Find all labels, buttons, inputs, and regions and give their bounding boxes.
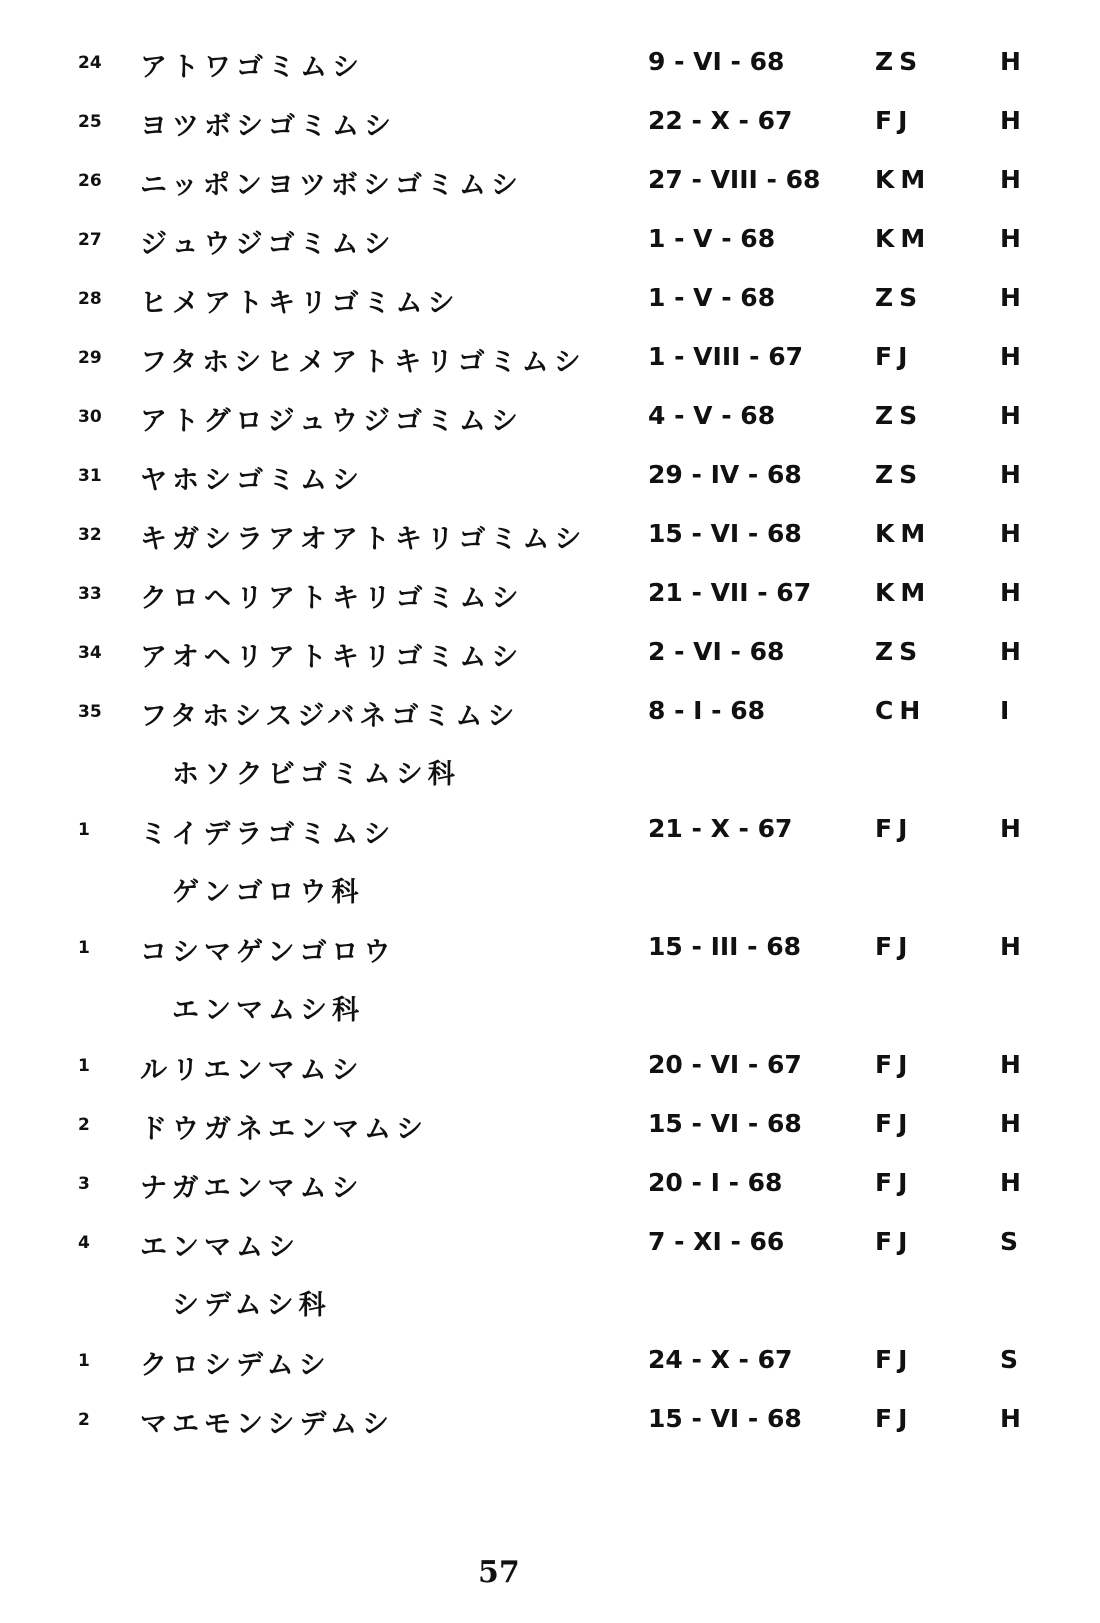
collection-date: 20 - VI - 67 (648, 1050, 802, 1079)
entry-number: 1 (78, 938, 90, 958)
species-name: ミイデラゴミムシ (140, 819, 396, 850)
list-item (0, 812, 1100, 862)
collection-date: 29 - IV - 68 (648, 460, 802, 489)
entry-number: 30 (78, 407, 102, 427)
list-item (0, 930, 1100, 980)
locality-code: H (1000, 460, 1021, 489)
list-item (0, 340, 1100, 390)
collection-date: 4 - V - 68 (648, 401, 776, 430)
collector-code: ZS (875, 637, 924, 666)
collection-date: 15 - VI - 68 (648, 1109, 802, 1138)
collector-code: FJ (875, 106, 914, 135)
locality-code: I (1000, 696, 1010, 725)
collector-code: ZS (875, 283, 924, 312)
species-name: ニッポンヨツボシゴミムシ (140, 170, 523, 201)
collection-date: 1 - V - 68 (648, 283, 776, 312)
locality-code: H (1000, 578, 1021, 607)
species-name: エンマムシ (140, 1232, 300, 1263)
species-name: ルリエンマムシ (140, 1055, 364, 1086)
list-item (0, 281, 1100, 331)
list-item (0, 517, 1100, 567)
family-heading: ホソクビゴミムシ科 (172, 759, 460, 790)
entry-number: 35 (78, 702, 102, 722)
locality-code: H (1000, 106, 1021, 135)
entry-number: 25 (78, 112, 102, 132)
collector-code: FJ (875, 1168, 914, 1197)
collector-code: FJ (875, 1345, 914, 1374)
collection-date: 1 - V - 68 (648, 224, 776, 253)
entry-number: 31 (78, 466, 102, 486)
locality-code: H (1000, 814, 1021, 843)
entry-number: 29 (78, 348, 102, 368)
locality-code: H (1000, 342, 1021, 371)
collector-code: FJ (875, 1227, 914, 1256)
collection-date: 1 - VIII - 67 (648, 342, 804, 371)
species-name: ヒメアトキリゴミムシ (140, 288, 460, 319)
list-item (0, 399, 1100, 449)
collection-date: 27 - VIII - 68 (648, 165, 821, 194)
species-name: ヨツボシゴミムシ (140, 111, 396, 142)
list-item (0, 1166, 1100, 1216)
species-name: クロシデムシ (140, 1350, 331, 1381)
collection-date: 21 - VII - 67 (648, 578, 812, 607)
collector-code: ZS (875, 47, 924, 76)
species-name: ナガエンマムシ (140, 1173, 364, 1204)
entry-number: 2 (78, 1115, 90, 1135)
collector-code: ZS (875, 401, 924, 430)
collector-code: FJ (875, 814, 914, 843)
collector-code: ZS (875, 460, 924, 489)
list-item (0, 694, 1100, 744)
list-item (0, 104, 1100, 154)
entry-number: 26 (78, 171, 102, 191)
collection-date: 2 - VI - 68 (648, 637, 785, 666)
locality-code: S (1000, 1345, 1019, 1374)
collector-code: KM (875, 519, 932, 548)
species-name: クロヘリアトキリゴミムシ (140, 583, 524, 614)
collection-date: 8 - I - 68 (648, 696, 766, 725)
collection-date: 7 - XI - 66 (648, 1227, 785, 1256)
locality-code: H (1000, 1168, 1021, 1197)
collector-code: FJ (875, 932, 914, 961)
collection-date: 15 - III - 68 (648, 932, 802, 961)
entry-number: 24 (78, 53, 102, 73)
collector-code: KM (875, 165, 932, 194)
species-name: アトワゴミムシ (140, 52, 364, 83)
collection-date: 15 - VI - 68 (648, 1404, 802, 1433)
entry-number: 1 (78, 1351, 90, 1371)
family-heading: エンマムシ科 (172, 995, 364, 1026)
species-name: コシマゲンゴロウ (140, 937, 396, 968)
family-heading: シデムシ科 (172, 1290, 331, 1321)
species-name: アトグロジュウジゴミムシ (140, 406, 523, 437)
list-item (0, 1107, 1100, 1157)
species-name: マエモンシデムシ (140, 1409, 394, 1440)
locality-code: H (1000, 165, 1021, 194)
list-item (0, 1402, 1100, 1452)
entry-number: 28 (78, 289, 102, 309)
collector-code: KM (875, 224, 932, 253)
entry-number: 1 (78, 1056, 90, 1076)
collector-code: FJ (875, 342, 914, 371)
list-item (0, 635, 1100, 685)
entry-number: 27 (78, 230, 102, 250)
locality-code: H (1000, 932, 1021, 961)
collection-date: 9 - VI - 68 (648, 47, 785, 76)
list-item (0, 1343, 1100, 1393)
entry-number: 2 (78, 1410, 90, 1430)
entry-number: 34 (78, 643, 102, 663)
locality-code: H (1000, 224, 1021, 253)
locality-code: H (1000, 1050, 1021, 1079)
entry-number: 32 (78, 525, 102, 545)
species-name: ドウガネエンマムシ (140, 1114, 428, 1145)
species-name: フタホシヒメアトキリゴミムシ (140, 347, 586, 378)
entry-number: 4 (78, 1233, 90, 1253)
species-name: ヤホシゴミムシ (140, 465, 364, 496)
list-item (0, 222, 1100, 272)
collection-date: 21 - X - 67 (648, 814, 793, 843)
list-item (0, 458, 1100, 508)
collector-code: FJ (875, 1050, 914, 1079)
locality-code: H (1000, 519, 1021, 548)
locality-code: H (1000, 1109, 1021, 1138)
entry-number: 3 (78, 1174, 90, 1194)
locality-code: H (1000, 401, 1021, 430)
collection-date: 15 - VI - 68 (648, 519, 802, 548)
locality-code: H (1000, 47, 1021, 76)
collection-date: 22 - X - 67 (648, 106, 793, 135)
collection-date: 24 - X - 67 (648, 1345, 793, 1374)
species-name: アオヘリアトキリゴミムシ (140, 642, 524, 673)
species-name: ジュウジゴミムシ (140, 229, 396, 260)
locality-code: H (1000, 1404, 1021, 1433)
list-item (0, 45, 1100, 95)
list-item (0, 1225, 1100, 1275)
entry-number: 33 (78, 584, 102, 604)
locality-code: H (1000, 637, 1021, 666)
locality-code: S (1000, 1227, 1019, 1256)
collector-code: KM (875, 578, 932, 607)
list-item (0, 576, 1100, 626)
page-number: 57 (478, 1555, 520, 1590)
list-item (0, 163, 1100, 213)
collector-code: FJ (875, 1109, 914, 1138)
entry-number: 1 (78, 820, 90, 840)
collector-code: CH (875, 696, 927, 725)
collection-date: 20 - I - 68 (648, 1168, 783, 1197)
list-item (0, 1048, 1100, 1098)
family-heading: ゲンゴロウ科 (172, 877, 364, 908)
locality-code: H (1000, 283, 1021, 312)
species-name: フタホシスジバネゴミムシ (140, 701, 520, 732)
species-name: キガシラアオアトキリゴミムシ (140, 524, 587, 555)
collector-code: FJ (875, 1404, 914, 1433)
